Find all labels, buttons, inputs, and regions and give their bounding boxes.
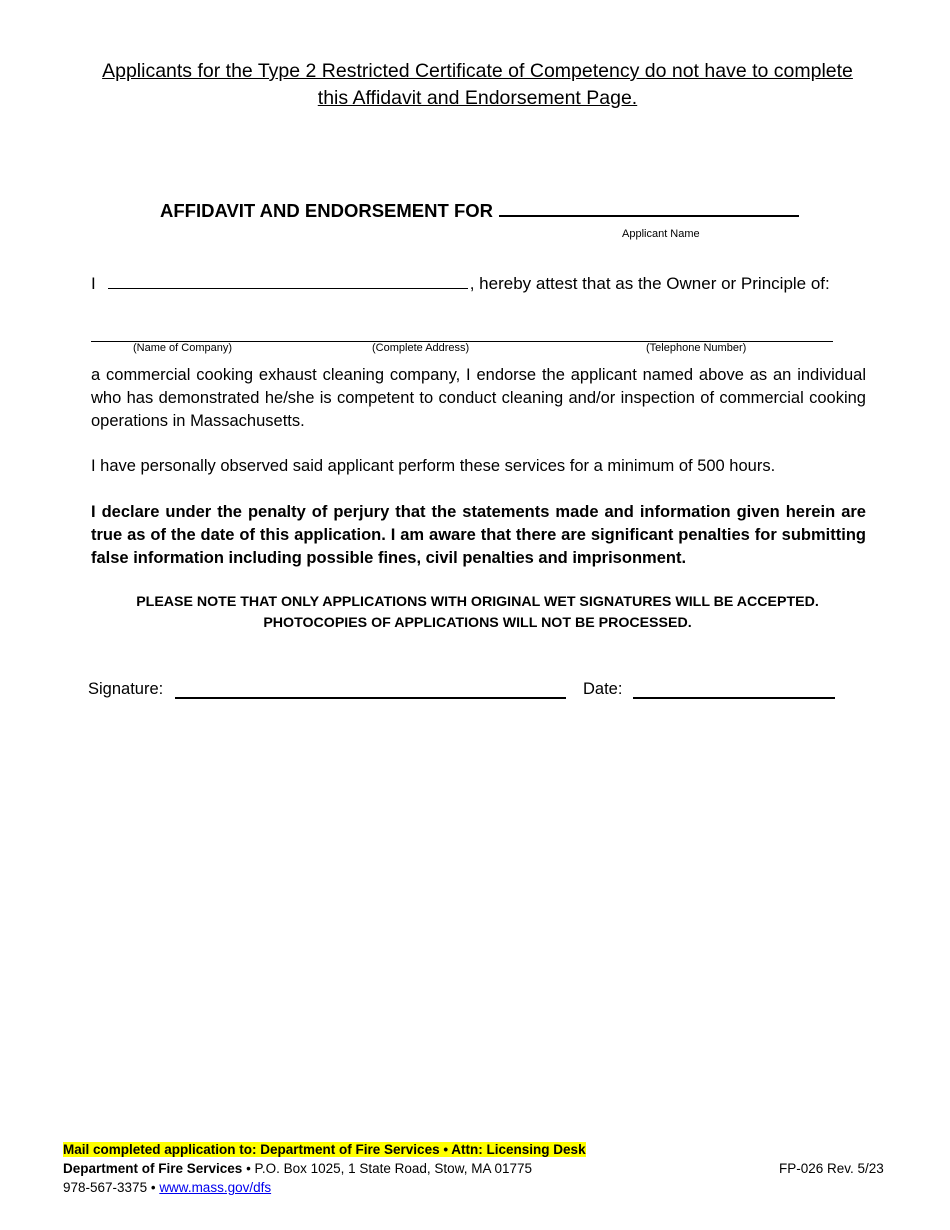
footer-website-link[interactable]: www.mass.gov/dfs [159, 1180, 272, 1195]
attester-name-line[interactable] [108, 274, 468, 289]
attest-suffix: , hereby attest that as the Owner or Principle of: [469, 274, 830, 293]
attest-row [91, 274, 830, 294]
signature-notice [80, 592, 875, 633]
phone-caption: (Telephone Number) [646, 342, 747, 354]
affidavit-title: AFFIDAVIT AND ENDORSEMENT FOR [160, 200, 493, 221]
notice-line-2: this Affidavit and Endorsement Page. [317, 87, 638, 109]
form-number: FP-026 Rev. 5/23 [779, 1161, 884, 1176]
signature-notice-line-2: PHOTOCOPIES OF APPLICATIONS WILL NOT BE PROCESSED. [263, 614, 692, 631]
signature-line[interactable] [175, 697, 566, 699]
applicant-name-line[interactable] [499, 199, 799, 217]
affidavit-title-row [160, 199, 799, 222]
attest-prefix: I [91, 274, 96, 293]
footer-block [63, 1140, 586, 1197]
address-caption: (Complete Address) [372, 342, 470, 354]
company-name-caption: (Name of Company) [133, 342, 233, 354]
mail-to-highlight: Mail completed application to: Department of Fire Services • Attn: Licensing Desk [63, 1142, 586, 1157]
footer-dept-name: Department of Fire Services [63, 1161, 243, 1176]
observation-paragraph: I have personally observed said applicant perform these services for a minimum of 500 hours. [91, 457, 776, 475]
footer-address: • P.O. Box 1025, 1 State Road, Stow, MA 01775 [242, 1161, 532, 1176]
notice-line-1: Applicants for the Type 2 Restricted Certificate of Competency do not have to complete [102, 60, 853, 82]
footer-phone: 978-567-3375 • [63, 1180, 160, 1195]
date-label: Date: [583, 680, 623, 698]
applicant-name-caption: Applicant Name [622, 228, 700, 240]
date-line[interactable] [633, 697, 835, 699]
signature-label: Signature: [88, 680, 164, 698]
endorsement-paragraph: a commercial cooking exhaust cleaning company, I endorse the applicant named above as an individual who has demonstrated he/she is competent to conduct cleaning and/or inspection of commercial cooking operations in Massachusetts. [91, 366, 866, 430]
notice [80, 58, 875, 112]
signature-notice-line-1: PLEASE NOTE THAT ONLY APPLICATIONS WITH ORIGINAL WET SIGNATURES WILL BE ACCEPTED. [136, 594, 819, 610]
declaration-paragraph: I declare under the penalty of perjury that the statements made and information given herein are true as of the date of this application. I am aware that there are significant penalties for submitting false information including possible fines, civil penalties and imprisonment. [91, 503, 866, 567]
